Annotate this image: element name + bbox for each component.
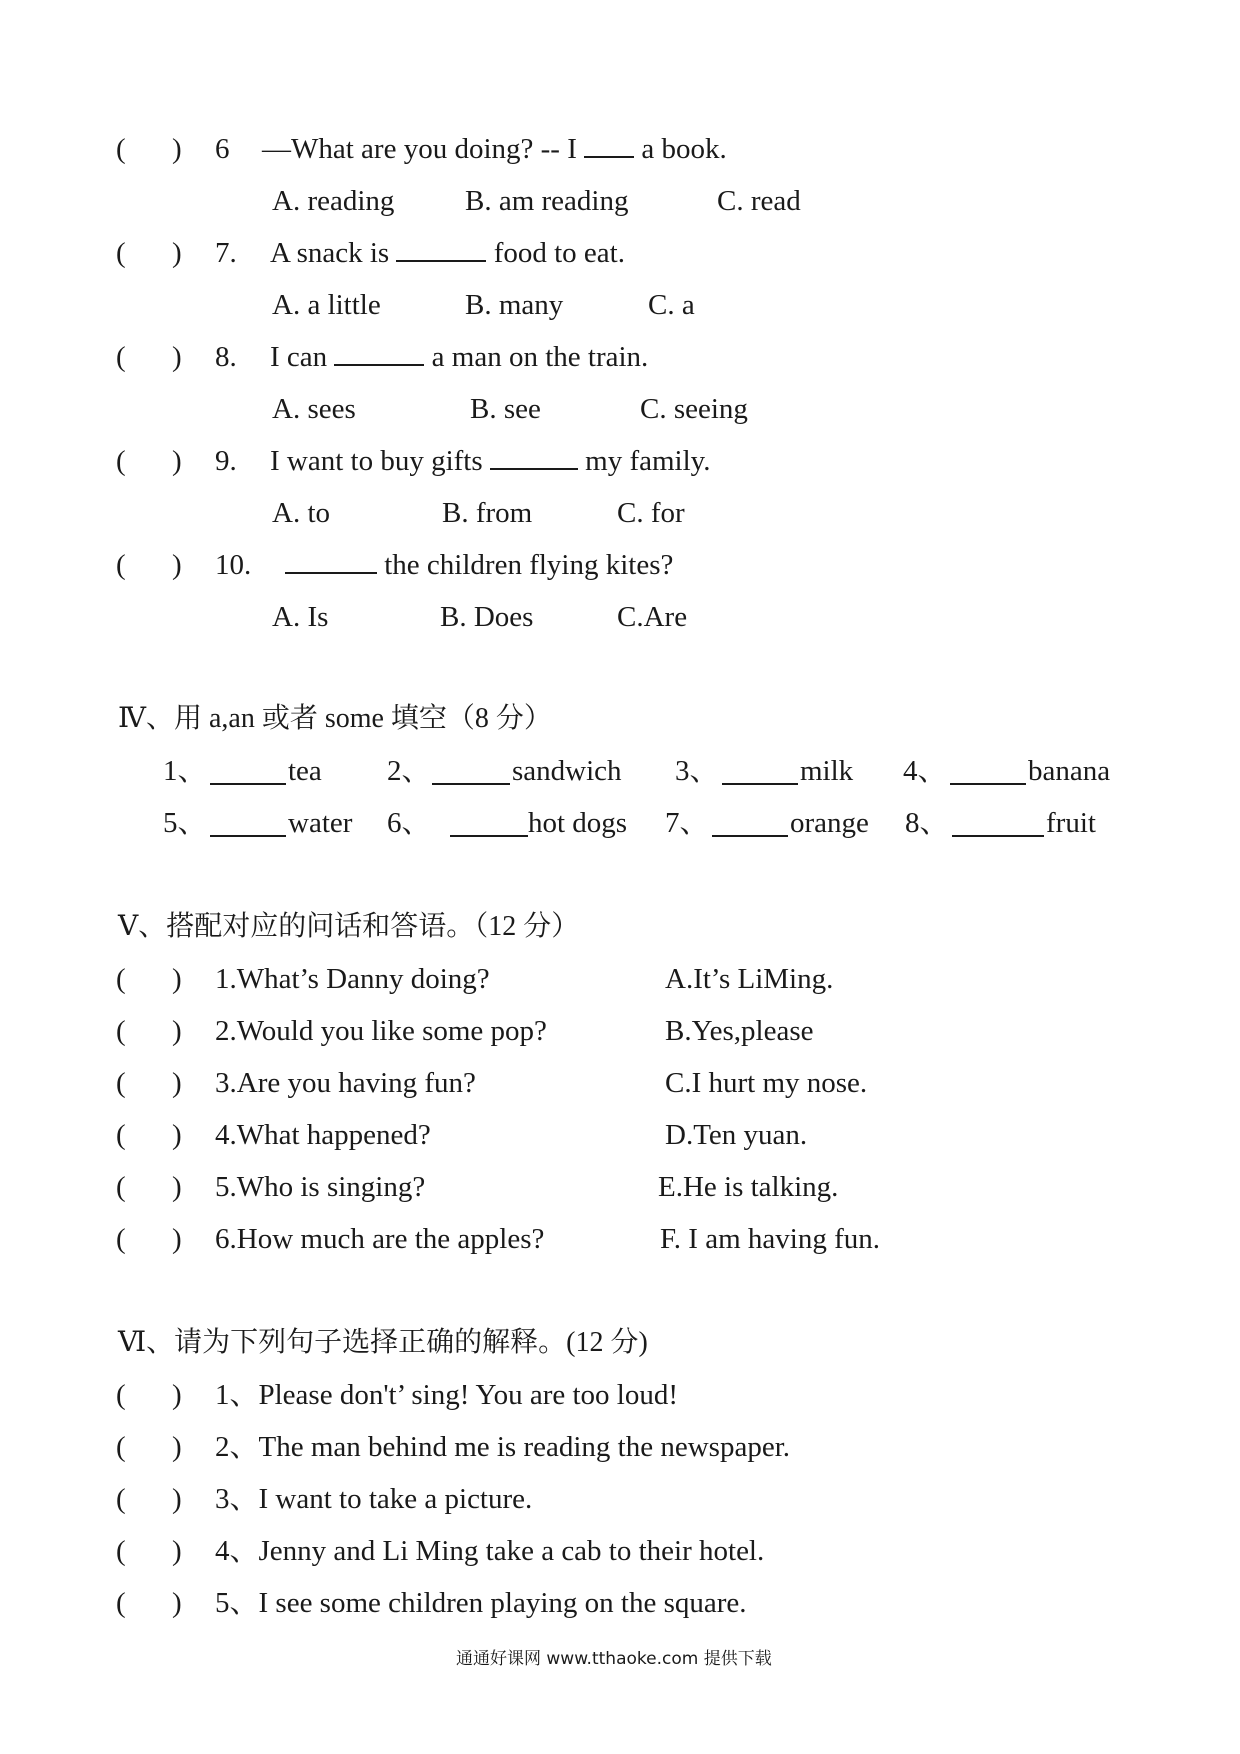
answer-paren-close: )	[172, 1379, 182, 1411]
match-answer: D.Ten yuan.	[665, 1119, 808, 1151]
sentence: 5、I see some children playing on the square.	[215, 1587, 747, 1619]
option-b: B. many	[465, 289, 564, 321]
answer-paren-close: )	[172, 1223, 182, 1255]
question-post: a book.	[634, 133, 727, 165]
answer-paren-close: )	[172, 1119, 182, 1151]
fill-item-word: hot dogs	[528, 807, 628, 839]
answer-blank	[285, 548, 377, 574]
match-answer: E.He is talking.	[658, 1171, 839, 1203]
option-a: A. Is	[272, 601, 329, 633]
fill-item-number: 5、	[163, 807, 207, 839]
fill-item-number: 8、	[905, 807, 949, 839]
question-text	[285, 547, 673, 583]
question-pre: —What are you doing? -- I	[262, 133, 585, 165]
answer-blank	[722, 759, 798, 785]
sentence: 2、The man behind me is reading the newspaper.	[215, 1431, 791, 1463]
answer-blank	[584, 132, 634, 158]
answer-paren-open: (	[116, 237, 126, 269]
match-question: 6.How much are the apples?	[215, 1223, 545, 1255]
option-c: C.Are	[617, 601, 688, 633]
answer-paren-open: (	[116, 1119, 126, 1151]
option-c: C. for	[617, 497, 685, 529]
option-a: A. sees	[272, 393, 356, 425]
fill-item-number: 3、	[675, 755, 719, 787]
fill-item-word: orange	[790, 807, 869, 839]
answer-blank	[950, 759, 1026, 785]
question-post: my family.	[577, 445, 711, 477]
match-question: 1.What’s Danny doing?	[215, 963, 490, 995]
section-4-title: Ⅳ、用 a,an 或者 some 填空（8 分）	[118, 703, 552, 734]
answer-paren-close: )	[172, 1535, 182, 1567]
answer-paren-close: )	[172, 1067, 182, 1099]
question-pre: I can	[270, 341, 335, 373]
answer-paren-open: (	[116, 549, 126, 581]
question-number: 10.	[215, 549, 252, 581]
answer-paren-open: (	[116, 445, 126, 477]
option-a: A. to	[272, 497, 330, 529]
fill-item-word: sandwich	[512, 755, 622, 787]
question-text	[262, 131, 727, 167]
question-number: 8.	[215, 341, 237, 373]
option-b: B. from	[442, 497, 533, 529]
sentence: 3、I want to take a picture.	[215, 1483, 533, 1515]
answer-paren-close: )	[172, 341, 182, 373]
match-question: 2.Would you like some pop?	[215, 1015, 547, 1047]
answer-paren-open: (	[116, 1223, 126, 1255]
question-number: 6	[215, 133, 230, 165]
question-pre: A snack is	[270, 237, 397, 269]
answer-paren-close: )	[172, 1587, 182, 1619]
match-question: 4.What happened?	[215, 1119, 431, 1151]
option-c: C. seeing	[640, 393, 748, 425]
match-answer: C.I hurt my nose.	[665, 1067, 868, 1099]
answer-paren-open: (	[116, 133, 126, 165]
question-text	[270, 339, 648, 375]
fill-item-number: 2、	[387, 755, 431, 787]
sentence: 1、Please don't’ sing! You are too loud!	[215, 1379, 679, 1411]
answer-blank	[952, 811, 1044, 837]
option-b: B. Does	[440, 601, 534, 633]
answer-paren-close: )	[172, 237, 182, 269]
fill-item-number: 4、	[903, 755, 947, 787]
option-c: C. read	[717, 185, 801, 217]
answer-paren-open: (	[116, 1171, 126, 1203]
question-number: 9.	[215, 445, 237, 477]
answer-paren-close: )	[172, 1171, 182, 1203]
footer-source: 通通好课网 www.tthaoke.com 提供下载	[456, 1649, 772, 1669]
option-a: A. reading	[272, 185, 395, 217]
answer-paren-open: (	[116, 1587, 126, 1619]
answer-paren-open: (	[116, 1535, 126, 1567]
question-text	[270, 443, 711, 479]
question-number: 7.	[215, 237, 237, 269]
answer-paren-open: (	[116, 1431, 126, 1463]
answer-paren-open: (	[116, 341, 126, 373]
fill-item-word: water	[288, 807, 353, 839]
fill-item-word: fruit	[1046, 807, 1096, 839]
answer-paren-open: (	[116, 1067, 126, 1099]
answer-blank	[396, 236, 486, 262]
option-b: B. am reading	[465, 185, 629, 217]
answer-paren-close: )	[172, 1483, 182, 1515]
fill-item-number: 7、	[665, 807, 709, 839]
answer-paren-close: )	[172, 549, 182, 581]
answer-paren-open: (	[116, 1379, 126, 1411]
question-post: the children flying kites?	[377, 549, 674, 581]
fill-item-number: 1、	[163, 755, 207, 787]
answer-paren-open: (	[116, 963, 126, 995]
sentence: 4、Jenny and Li Ming take a cab to their hotel.	[215, 1535, 765, 1567]
answer-paren-close: )	[172, 445, 182, 477]
question-text	[270, 235, 625, 271]
option-c: C. a	[648, 289, 695, 321]
match-answer: B.Yes,please	[665, 1015, 814, 1047]
section-5-title: Ⅴ、搭配对应的问话和答语。（12 分）	[118, 911, 580, 942]
match-question: 5.Who is singing?	[215, 1171, 426, 1203]
fill-item-word: tea	[288, 755, 322, 787]
option-a: A. a little	[272, 289, 381, 321]
match-answer: A.It’s LiMing.	[665, 963, 834, 995]
answer-paren-close: )	[172, 133, 182, 165]
answer-paren-close: )	[172, 1431, 182, 1463]
answer-blank	[712, 811, 788, 837]
answer-paren-open: (	[116, 1015, 126, 1047]
answer-blank	[210, 759, 286, 785]
fill-item-word: milk	[800, 755, 854, 787]
question-post: a man on the train.	[424, 341, 649, 373]
fill-item-word: banana	[1028, 755, 1111, 787]
fill-item-number: 6、	[387, 807, 431, 839]
answer-blank	[210, 811, 286, 837]
answer-blank	[450, 811, 528, 837]
answer-blank	[432, 759, 510, 785]
answer-paren-close: )	[172, 1015, 182, 1047]
section-6-title: Ⅵ、请为下列句子选择正确的解释。(12 分)	[118, 1327, 648, 1358]
match-question: 3.Are you having fun?	[215, 1067, 476, 1099]
answer-blank	[334, 340, 424, 366]
answer-paren-close: )	[172, 963, 182, 995]
option-b: B. see	[470, 393, 541, 425]
answer-paren-open: (	[116, 1483, 126, 1515]
question-post: food to eat.	[486, 237, 625, 269]
answer-blank	[490, 444, 578, 470]
match-answer: F. I am having fun.	[660, 1223, 880, 1255]
question-pre: I want to buy gifts	[270, 445, 490, 477]
